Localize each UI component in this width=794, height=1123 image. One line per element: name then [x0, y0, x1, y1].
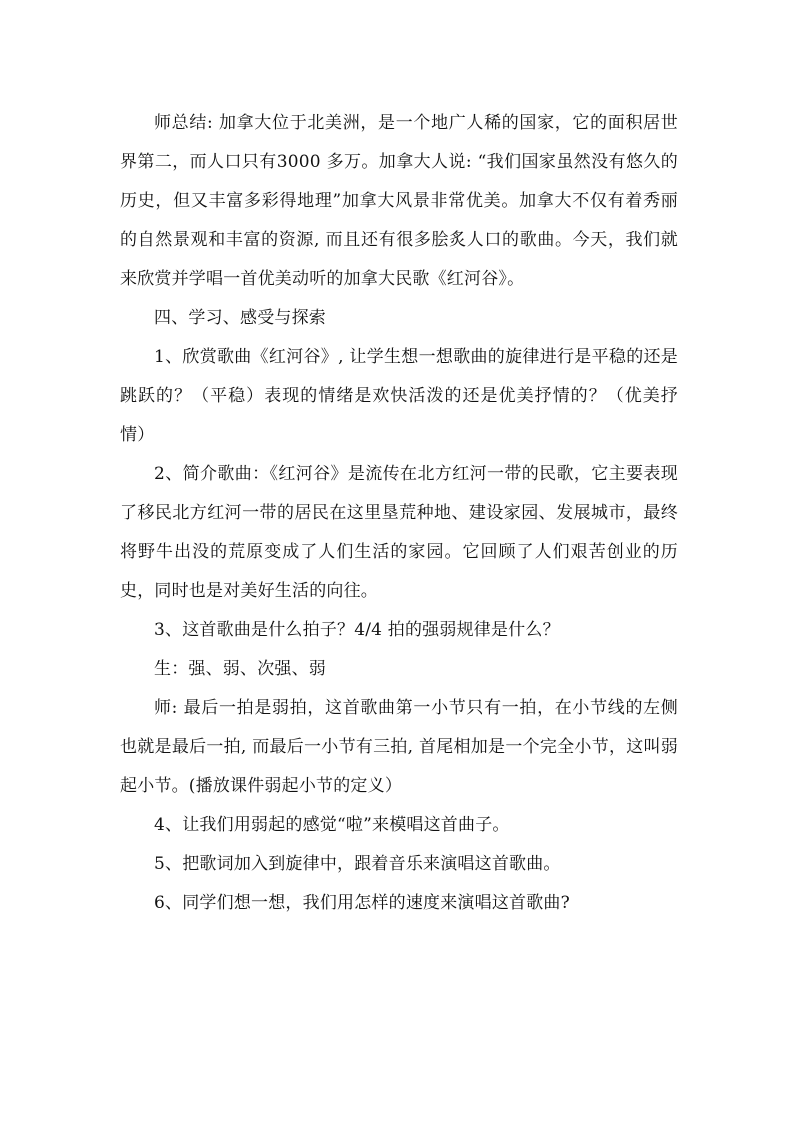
- document-body: [120, 104, 678, 923]
- paragraph-item-4: 4、让我们用弱起的感觉“啦”来模唱这首曲子。: [154, 815, 510, 835]
- paragraph-item-2: 2、简介歌曲：《红河谷》是流传在北方红河一带的民歌，它主要表现了移民北方红河一带的居民在这里垦荒种地、建设家园、发展城市，最终将野牛出没的荒原变成了人们生活的家园。它回顾了人们艰苦创业的历史，同时也是对美好生活的向往。: [120, 464, 678, 601]
- paragraph-teacher-summary: 师总结: 加拿大位于北美洲，是一个地广人稀的国家，它的面积居世界第二，而人口只有3000 多万。加拿大人说: “我们国家虽然没有悠久的历史，但又丰富多彩得地理”加拿大风景非常优美。加拿大不仅有着秀丽的自然景观和丰富的资源, 而且还有很多脍炙人口的歌曲。今天，我们就来欣赏并学唱一首优美动听的加拿大民歌《红河谷》。: [120, 113, 678, 289]
- paragraph-item-6: 6、同学们想一想，我们用怎样的速度来演唱这首歌曲?: [154, 893, 570, 913]
- paragraph-student-answer: 生：强、弱、次强、弱: [154, 659, 326, 679]
- paragraph-item-5: 5、把歌词加入到旋律中，跟着音乐来演唱这首歌曲。: [154, 854, 561, 874]
- paragraph-item-1: 1、欣赏歌曲《红河谷》, 让学生想一想歌曲的旋律进行是平稳的还是跳跃的？（平稳）表现的情绪是欢快活泼的还是优美抒情的？（优美抒情）: [120, 347, 678, 445]
- paragraph-item-3: 3、这首歌曲是什么拍子？4/4 拍的强弱规律是什么？: [154, 620, 560, 640]
- section-heading-learning: 四、学习、感受与探索: [154, 308, 326, 328]
- paragraph-teacher-explanation: 师: 最后一拍是弱拍，这首歌曲第一小节只有一拍，在小节线的左侧也就是最后一拍, 而最后一小节有三拍, 首尾相加是一个完全小节，这叫弱起小节。(播放课件弱起小节的定义）: [120, 698, 678, 796]
